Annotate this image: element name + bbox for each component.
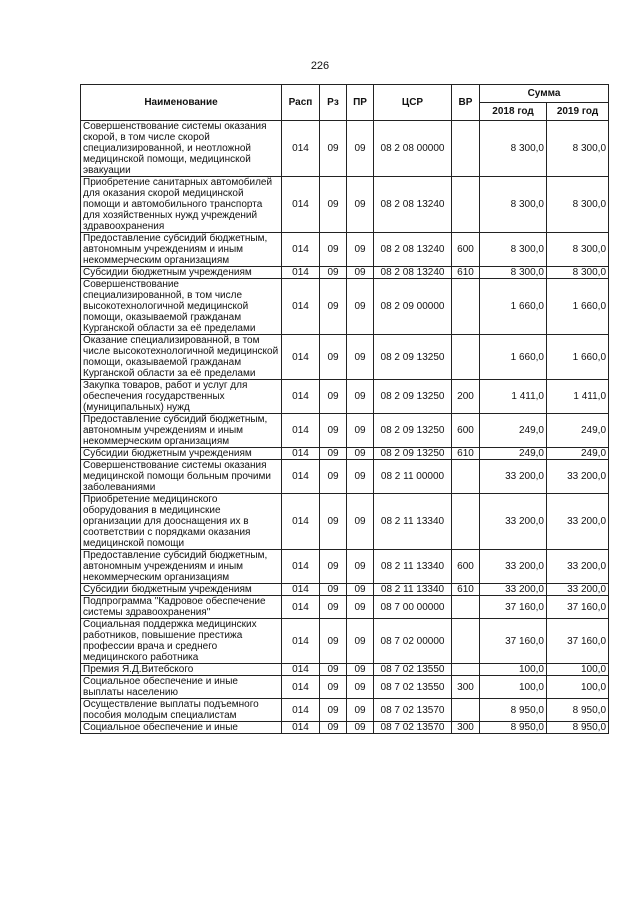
- cell-rz: 09: [320, 177, 347, 233]
- cell-pr: 09: [347, 279, 374, 335]
- cell-rasp: 014: [282, 177, 320, 233]
- table-row: [81, 676, 609, 699]
- cell-rz: 09: [320, 676, 347, 699]
- cell-name: Предоставление субсидий бюджетным, автономным учреждениям и иным некоммерческим организациям: [81, 414, 282, 448]
- cell-2019: 8 950,0: [547, 699, 609, 722]
- cell-vr: 300: [452, 676, 480, 699]
- cell-rz: 09: [320, 448, 347, 460]
- cell-2018: 1 660,0: [480, 335, 547, 380]
- cell-2019: 1 660,0: [547, 335, 609, 380]
- table-row: [81, 460, 609, 494]
- cell-2019: 33 200,0: [547, 460, 609, 494]
- header-vr: ВР: [452, 85, 480, 121]
- cell-rz: 09: [320, 722, 347, 734]
- cell-2019: 33 200,0: [547, 550, 609, 584]
- cell-vr: [452, 664, 480, 676]
- cell-csr: 08 7 02 13570: [374, 722, 452, 734]
- cell-pr: 09: [347, 121, 374, 177]
- cell-csr: 08 2 08 13240: [374, 177, 452, 233]
- cell-rasp: 014: [282, 267, 320, 279]
- cell-csr: 08 2 11 13340: [374, 494, 452, 550]
- cell-csr: 08 2 08 13240: [374, 233, 452, 267]
- cell-2019: 37 160,0: [547, 619, 609, 664]
- cell-rasp: 014: [282, 414, 320, 448]
- cell-2018: 33 200,0: [480, 460, 547, 494]
- cell-2018: 37 160,0: [480, 596, 547, 619]
- budget-table: [80, 84, 609, 734]
- cell-rz: 09: [320, 460, 347, 494]
- cell-2018: 1 660,0: [480, 279, 547, 335]
- cell-rasp: 014: [282, 664, 320, 676]
- table-body: [81, 121, 609, 734]
- cell-rasp: 014: [282, 550, 320, 584]
- cell-pr: 09: [347, 448, 374, 460]
- cell-name: Закупка товаров, работ и услуг для обеспечения государственных (муниципальных) нужд: [81, 380, 282, 414]
- header-sum: Сумма: [480, 85, 609, 103]
- table-header: [81, 85, 609, 121]
- cell-pr: 09: [347, 233, 374, 267]
- cell-name: Оказание специализированной, в том числе высокотехнологичной медицинской помощи, оказываемой гражданам Курганской области за её пределами: [81, 335, 282, 380]
- cell-rasp: 014: [282, 460, 320, 494]
- cell-rz: 09: [320, 380, 347, 414]
- cell-name: Совершенствование системы оказания медицинской помощи больным прочими заболеваниями: [81, 460, 282, 494]
- cell-pr: 09: [347, 335, 374, 380]
- cell-vr: [452, 619, 480, 664]
- table-row: [81, 664, 609, 676]
- cell-vr: 600: [452, 414, 480, 448]
- table-row: [81, 267, 609, 279]
- table-row: [81, 596, 609, 619]
- cell-name: Субсидии бюджетным учреждениям: [81, 267, 282, 279]
- cell-rasp: 014: [282, 676, 320, 699]
- cell-pr: 09: [347, 664, 374, 676]
- cell-pr: 09: [347, 267, 374, 279]
- cell-2018: 33 200,0: [480, 494, 547, 550]
- header-rasp: Расп: [282, 85, 320, 121]
- cell-vr: [452, 279, 480, 335]
- cell-name: Приобретение санитарных автомобилей для оказания скорой медицинской помощи и автомобильного транспорта для хозяйственных нужд учреждений здравоохранения: [81, 177, 282, 233]
- cell-name: Социальное обеспечение и иные выплаты населению: [81, 676, 282, 699]
- cell-csr: 08 7 02 13570: [374, 699, 452, 722]
- table-row: [81, 233, 609, 267]
- cell-name: Субсидии бюджетным учреждениям: [81, 584, 282, 596]
- cell-2018: 8 300,0: [480, 233, 547, 267]
- cell-2019: 33 200,0: [547, 584, 609, 596]
- cell-csr: 08 2 09 13250: [374, 448, 452, 460]
- cell-vr: 610: [452, 584, 480, 596]
- cell-rasp: 014: [282, 699, 320, 722]
- cell-vr: [452, 596, 480, 619]
- cell-vr: 610: [452, 267, 480, 279]
- cell-rasp: 014: [282, 619, 320, 664]
- table-row: [81, 177, 609, 233]
- cell-rz: 09: [320, 414, 347, 448]
- cell-2018: 8 950,0: [480, 699, 547, 722]
- header-2019: 2019 год: [547, 103, 609, 121]
- cell-csr: 08 2 08 13240: [374, 267, 452, 279]
- cell-rasp: 014: [282, 722, 320, 734]
- cell-2018: 8 300,0: [480, 177, 547, 233]
- cell-name: Социальное обеспечение и иные: [81, 722, 282, 734]
- cell-rz: 09: [320, 664, 347, 676]
- table-row: [81, 335, 609, 380]
- cell-csr: 08 2 09 00000: [374, 279, 452, 335]
- cell-rasp: 014: [282, 380, 320, 414]
- cell-2018: 8 950,0: [480, 722, 547, 734]
- cell-vr: [452, 460, 480, 494]
- cell-vr: 300: [452, 722, 480, 734]
- cell-rasp: 014: [282, 596, 320, 619]
- cell-name: Подпрограмма "Кадровое обеспечение системы здравоохранения": [81, 596, 282, 619]
- cell-rz: 09: [320, 494, 347, 550]
- cell-rz: 09: [320, 619, 347, 664]
- table-row: [81, 380, 609, 414]
- cell-rasp: 014: [282, 279, 320, 335]
- cell-2019: 1 660,0: [547, 279, 609, 335]
- cell-pr: 09: [347, 414, 374, 448]
- cell-pr: 09: [347, 584, 374, 596]
- cell-name: Осуществление выплаты подъемного пособия молодым специалистам: [81, 699, 282, 722]
- cell-2019: 249,0: [547, 448, 609, 460]
- cell-2018: 249,0: [480, 414, 547, 448]
- cell-2019: 100,0: [547, 664, 609, 676]
- cell-2019: 8 300,0: [547, 267, 609, 279]
- cell-rasp: 014: [282, 121, 320, 177]
- cell-2018: 8 300,0: [480, 267, 547, 279]
- cell-csr: 08 2 11 00000: [374, 460, 452, 494]
- cell-2019: 8 950,0: [547, 722, 609, 734]
- cell-pr: 09: [347, 177, 374, 233]
- cell-name: Социальная поддержка медицинских работников, повышение престижа профессии врача и среднего медицинского работника: [81, 619, 282, 664]
- cell-2018: 249,0: [480, 448, 547, 460]
- cell-rz: 09: [320, 596, 347, 619]
- cell-pr: 09: [347, 380, 374, 414]
- cell-rz: 09: [320, 267, 347, 279]
- cell-csr: 08 2 09 13250: [374, 414, 452, 448]
- table-row: [81, 699, 609, 722]
- cell-csr: 08 2 11 13340: [374, 550, 452, 584]
- cell-2019: 100,0: [547, 676, 609, 699]
- cell-2019: 33 200,0: [547, 494, 609, 550]
- cell-2018: 37 160,0: [480, 619, 547, 664]
- cell-2018: 33 200,0: [480, 550, 547, 584]
- cell-vr: 200: [452, 380, 480, 414]
- cell-vr: [452, 177, 480, 233]
- cell-vr: [452, 121, 480, 177]
- header-name: Наименование: [81, 85, 282, 121]
- cell-rz: 09: [320, 584, 347, 596]
- page-number: 226: [310, 60, 330, 72]
- cell-csr: 08 2 09 13250: [374, 335, 452, 380]
- cell-rz: 09: [320, 233, 347, 267]
- cell-2018: 1 411,0: [480, 380, 547, 414]
- cell-csr: 08 7 00 00000: [374, 596, 452, 619]
- cell-name: Предоставление субсидий бюджетным, автономным учреждениям и иным некоммерческим организациям: [81, 550, 282, 584]
- cell-rz: 09: [320, 335, 347, 380]
- cell-rz: 09: [320, 121, 347, 177]
- cell-2019: 8 300,0: [547, 121, 609, 177]
- cell-2019: 249,0: [547, 414, 609, 448]
- cell-name: Предоставление субсидий бюджетным, автономным учреждениям и иным некоммерческим организациям: [81, 233, 282, 267]
- cell-rasp: 014: [282, 494, 320, 550]
- cell-pr: 09: [347, 596, 374, 619]
- cell-2018: 100,0: [480, 664, 547, 676]
- cell-2018: 33 200,0: [480, 584, 547, 596]
- table-row: [81, 722, 609, 734]
- header-pr: ПР: [347, 85, 374, 121]
- cell-pr: 09: [347, 550, 374, 584]
- cell-rasp: 014: [282, 584, 320, 596]
- cell-pr: 09: [347, 460, 374, 494]
- cell-vr: 600: [452, 233, 480, 267]
- cell-name: Субсидии бюджетным учреждениям: [81, 448, 282, 460]
- cell-vr: 610: [452, 448, 480, 460]
- cell-rz: 09: [320, 699, 347, 722]
- header-rz: Рз: [320, 85, 347, 121]
- cell-rasp: 014: [282, 335, 320, 380]
- cell-2019: 1 411,0: [547, 380, 609, 414]
- cell-csr: 08 7 02 13550: [374, 664, 452, 676]
- cell-vr: [452, 335, 480, 380]
- cell-rasp: 014: [282, 233, 320, 267]
- table-row: [81, 279, 609, 335]
- table-row: [81, 550, 609, 584]
- cell-pr: 09: [347, 699, 374, 722]
- cell-2019: 8 300,0: [547, 233, 609, 267]
- header-2018: 2018 год: [480, 103, 547, 121]
- cell-vr: [452, 699, 480, 722]
- cell-csr: 08 7 02 13550: [374, 676, 452, 699]
- table-row: [81, 414, 609, 448]
- cell-csr: 08 2 11 13340: [374, 584, 452, 596]
- cell-csr: 08 7 02 00000: [374, 619, 452, 664]
- cell-pr: 09: [347, 494, 374, 550]
- cell-name: Совершенствование специализированной, в том числе высокотехнологичной медицинской помощи, оказываемой гражданам Курганской области за её пределами: [81, 279, 282, 335]
- cell-vr: [452, 494, 480, 550]
- cell-2018: 8 300,0: [480, 121, 547, 177]
- cell-name: Премия Я.Д.Витебского: [81, 664, 282, 676]
- cell-name: Приобретение медицинского оборудования в медицинские организации для дооснащения их в соответствии с порядками оказания медицинской помощи: [81, 494, 282, 550]
- table-row: [81, 494, 609, 550]
- cell-rz: 09: [320, 550, 347, 584]
- table-row: [81, 619, 609, 664]
- table-row: [81, 121, 609, 177]
- cell-name: Совершенствование системы оказания скорой, в том числе скорой специализированной, и неотложной медицинской помощи, медицинской эвакуации: [81, 121, 282, 177]
- table-row: [81, 448, 609, 460]
- cell-vr: 600: [452, 550, 480, 584]
- cell-rasp: 014: [282, 448, 320, 460]
- cell-2018: 100,0: [480, 676, 547, 699]
- cell-2019: 37 160,0: [547, 596, 609, 619]
- cell-csr: 08 2 09 13250: [374, 380, 452, 414]
- cell-csr: 08 2 08 00000: [374, 121, 452, 177]
- cell-pr: 09: [347, 676, 374, 699]
- cell-pr: 09: [347, 722, 374, 734]
- cell-rz: 09: [320, 279, 347, 335]
- table-row: [81, 584, 609, 596]
- cell-2019: 8 300,0: [547, 177, 609, 233]
- header-csr: ЦСР: [374, 85, 452, 121]
- cell-pr: 09: [347, 619, 374, 664]
